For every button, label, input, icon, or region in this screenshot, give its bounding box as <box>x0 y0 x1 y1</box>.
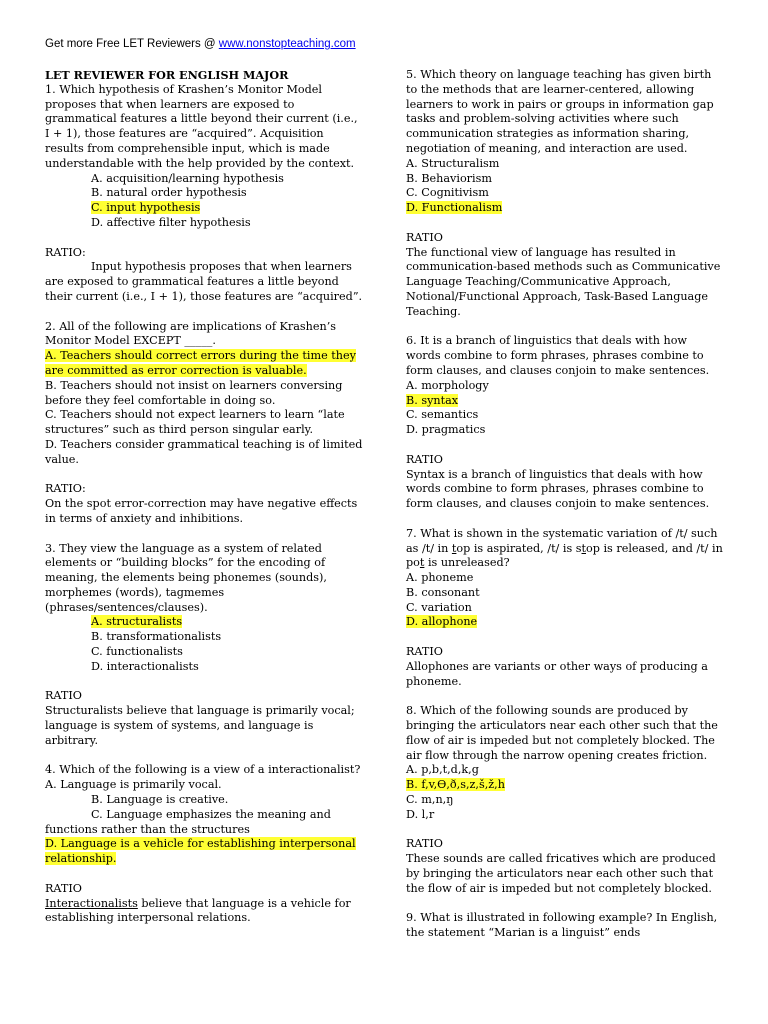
ratio-text: Allophones are variants or other ways of producing a phoneme. <box>406 659 708 688</box>
ratio-label: RATIO <box>406 645 443 659</box>
option-c: C. m,n,ŋ <box>406 793 454 807</box>
option-c: C. functionalists <box>91 645 183 659</box>
option-b-answer: B. syntax <box>406 393 459 407</box>
question-text: 6. It is a branch of linguistics that deals with how words combine to form phrases, phrases combine to form clauses, and clauses conjoin to make sentences. <box>406 334 710 377</box>
question-text: 4. Which of the following is a view of a interactionalist? <box>45 763 361 777</box>
option-b: B. Behaviorism <box>406 171 492 185</box>
page-header <box>45 38 356 50</box>
question-text: 5. Which theory on language teaching has given birth to the methods that are learner-centered, allowing learners to work in pairs or groups in information gap tasks and problem-solving activities where such communication strategies as information sharing, negotiation of meaning, and interaction are used. <box>406 68 714 155</box>
option-b-answer: B. f,v,Ɵ,ð,s,z,š,ž,h <box>406 778 505 792</box>
question-6 <box>406 334 724 512</box>
underlined-t: t <box>419 556 425 570</box>
option-c: C. Teachers should not expect learners to learn “late structures” such as third person singular early. <box>45 408 345 437</box>
option-b: B. consonant <box>406 585 480 599</box>
option-c: C. Cognitivism <box>406 186 489 200</box>
option-a-answer: A. structuralists <box>91 615 183 629</box>
ratio-label: RATIO <box>45 881 82 895</box>
ratio-keyword: Interactionalists <box>45 896 138 910</box>
question-text: 1. Which hypothesis of Krashen’s Monitor Model proposes that when learners are exposed to grammatical features a little beyond their current (i.e., I + 1), those features are “acquired”. Acquisition results from comprehensible input, which is made understandable with the help provided by the context. <box>45 82 358 170</box>
option-a: A. acquisition/learning hypothesis <box>91 171 284 185</box>
ratio-label: RATIO <box>406 452 443 466</box>
ratio-label: RATIO <box>45 689 82 703</box>
question-3 <box>45 542 363 749</box>
question-1 <box>45 83 363 305</box>
option-b: B. natural order hypothesis <box>91 186 247 200</box>
ratio-text: These sounds are called fricatives which are produced by bringing the articulators near each other such that the flow of air is impeded but not completely blocked. <box>406 852 716 895</box>
option-b: B. Teachers should not insist on learners conversing before they feel comfortable in doing so. <box>45 378 343 407</box>
ratio-text: Structuralists believe that language is primarily vocal; language is system of systems, and language is arbitrary. <box>45 704 355 747</box>
question-4 <box>45 763 363 926</box>
right-column <box>406 68 724 941</box>
question-text: 2. All of the following are implications of Krashen’s Monitor Model EXCEPT _____. <box>45 319 337 348</box>
ratio-label: RATIO <box>406 837 443 851</box>
ratio-text <box>45 897 363 927</box>
question-2 <box>45 320 363 527</box>
option-b: B. transformationalists <box>91 630 222 644</box>
ratio-label: RATIO: <box>45 482 86 496</box>
ratio-label: RATIO: <box>45 245 86 259</box>
option-a: A. p,b,t,d,k,g <box>406 763 479 777</box>
left-column <box>45 68 363 926</box>
option-a: A. morphology <box>406 378 489 392</box>
option-d-answer: D. allophone <box>406 615 478 629</box>
header-link[interactable]: www.nonstopteaching.com <box>218 38 356 50</box>
ratio-text: On the spot error-correction may have negative effects in terms of anxiety and inhibitions. <box>45 497 358 525</box>
underlined-t: t <box>451 541 457 555</box>
option-d: D. l,r <box>406 807 435 821</box>
ratio-text: Syntax is a branch of linguistics that deals with how words combine to form phrases, phrases combine to form clauses, and clauses conjoin to make sentences. <box>406 467 710 511</box>
question-text: 3. They view the language as a system of related elements or “building blocks” for the encoding of meaning, the elements being phonemes (sounds), morphemes (words), tagmemes (phrases/sentences/clauses). <box>45 541 327 614</box>
option-a: A. phoneme <box>406 571 474 585</box>
header-prefix: Get more Free LET Reviewers @ <box>45 38 219 50</box>
option-c: C. Language emphasizes the meaning and functions rather than the structures <box>45 807 331 836</box>
option-c: C. semantics <box>406 408 479 422</box>
option-d: D. affective filter hypothesis <box>91 215 251 229</box>
option-d: D. Teachers consider grammatical teaching is of limited value. <box>45 437 363 466</box>
ratio-text: Input hypothesis proposes that when learners are exposed to grammatical features a little beyond their current (i.e., I + 1), those features are “acquired”. <box>45 260 363 303</box>
question-9 <box>406 911 724 941</box>
question-7 <box>406 527 724 690</box>
option-b: B. Language is creative. <box>91 793 229 807</box>
ratio-text: The functional view of language has resulted in communication-based methods such as Communicative Language Teaching/Communicative Approach, Notional/Functional Approach, Task-Based Language Teaching. <box>406 245 721 318</box>
document-title: LET REVIEWER FOR ENGLISH MAJOR <box>45 68 289 82</box>
question-5 <box>406 68 724 320</box>
ratio-label: RATIO <box>406 230 443 244</box>
option-d-answer: D. Functionalism <box>406 201 503 215</box>
option-a-answer: A. Teachers should correct errors during the time they are committed as error correction is valuable. <box>45 349 356 377</box>
ratio-rest: believe that language is a vehicle for establishing interpersonal relations. <box>45 896 351 925</box>
option-d-answer: D. Language is a vehicle for establishing interpersonal relationship. <box>45 837 356 866</box>
option-a: A. Language is primarily vocal. <box>45 778 222 792</box>
underlined-t: t <box>581 541 587 555</box>
option-c: C. variation <box>406 600 472 614</box>
question-text: 7. What is shown in the systematic variation of /t/ such as /t/ in top is aspirated, /t/ is stop is released, and /t/ in pot is unreleased? <box>406 526 723 570</box>
option-c-answer: C. input hypothesis <box>91 201 201 215</box>
option-d: D. pragmatics <box>406 423 486 437</box>
question-8 <box>406 704 724 896</box>
question-text: 9. What is illustrated in following example? In English, the statement “Marian is a linguist” ends <box>406 911 718 940</box>
question-text: 8. Which of the following sounds are produced by bringing the articulators near each other such that the flow of air is impeded but not completely blocked. The air flow through the narrow opening creates friction. <box>406 704 718 762</box>
option-a: A. Structuralism <box>406 156 500 170</box>
option-d: D. interactionalists <box>91 659 199 673</box>
